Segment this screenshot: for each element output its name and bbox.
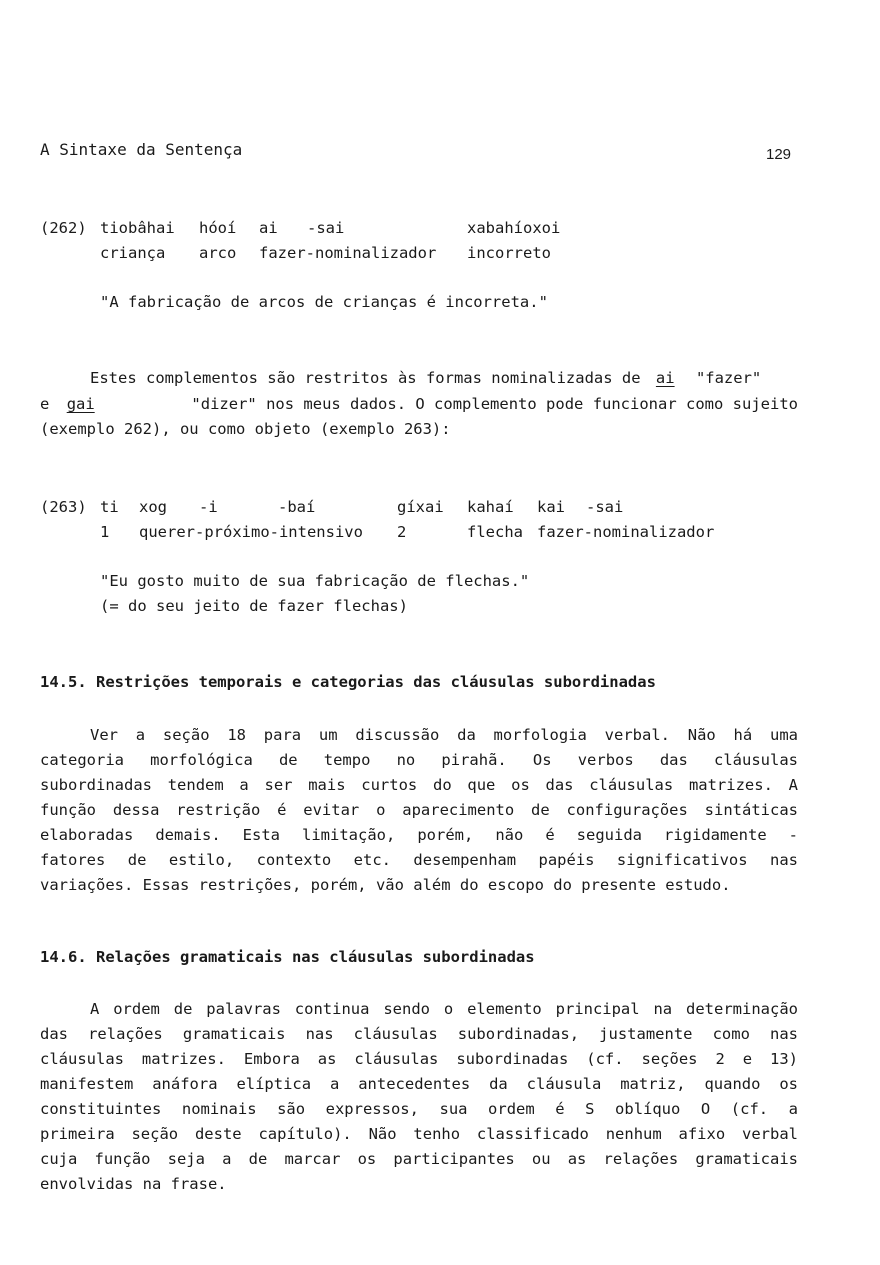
- gloss: fazer-nominalizador: [259, 244, 437, 262]
- gloss: 2: [397, 523, 407, 541]
- word: ti: [100, 498, 119, 516]
- paragraph-line: (exemplo 262), ou como objeto (exemplo 263):: [40, 420, 451, 438]
- example-number: (263): [40, 498, 87, 516]
- translation: "A fabricação de arcos de crianças é incorreta.": [100, 293, 548, 311]
- paragraph-line: função dessa restrição é evitar o aparecimento de configurações sintáticas: [40, 801, 798, 819]
- paragraph-line: variações. Essas restrições, porém, vão além do escopo do presente estudo.: [40, 876, 731, 894]
- gloss: criança: [100, 244, 166, 262]
- word: tiobâhai: [100, 219, 175, 237]
- word: xabahíoxoi: [467, 219, 561, 237]
- paragraph-line: A ordem de palavras continua sendo o elemento principal na determinação: [90, 1000, 798, 1018]
- paragraph-line: Ver a seção 18 para um discussão da morfologia verbal. Não há uma: [90, 726, 798, 744]
- translation-note: (= do seu jeito de fazer flechas): [100, 597, 408, 615]
- section-heading-14-5: 14.5. Restrições temporais e categorias das cláusulas subordinadas: [40, 673, 656, 691]
- paragraph-line: categoria morfológica de tempo no pirahã. Os verbos das cláusulas: [40, 751, 798, 769]
- word: -sai: [307, 219, 345, 237]
- word: xog: [139, 498, 167, 516]
- section-14-6-body: [40, 997, 798, 1197]
- word: kahaí: [467, 498, 514, 516]
- word: -baí: [278, 498, 316, 516]
- gloss: 1: [100, 523, 110, 541]
- paragraph-line: cuja função seja a de marcar os participantes ou as relações gramaticais: [40, 1150, 798, 1168]
- page-number: 129: [766, 146, 792, 163]
- gloss: querer-próximo-intensivo: [139, 523, 363, 541]
- translation: "Eu gosto muito de sua fabricação de flechas.": [100, 572, 530, 590]
- word: ai: [259, 219, 278, 237]
- paragraph-line: elaboradas demais. Esta limitação, porém, não é seguida rigidamente -: [40, 826, 798, 844]
- gloss: flecha: [467, 523, 523, 541]
- paragraph-line: manifestem anáfora elíptica a antecedentes da cláusula matriz, quando os: [40, 1075, 798, 1093]
- paragraph-line: constituintes nominais são expressos, sua ordem é S oblíquo O (cf. a: [40, 1100, 798, 1118]
- paragraph-line: cláusulas matrizes. Embora as cláusulas subordinadas (cf. seções 2 e 13): [40, 1050, 798, 1068]
- paragraph-line: das relações gramaticais nas cláusulas subordinadas, justamente como nas: [40, 1025, 798, 1043]
- example-number: (262): [40, 219, 87, 237]
- running-title: A Sintaxe da Sentença: [40, 140, 243, 159]
- underlined-word: gai: [66, 395, 95, 413]
- gloss: incorreto: [467, 244, 551, 262]
- word: hóoí: [199, 219, 237, 237]
- gloss: arco: [199, 244, 237, 262]
- word: -sai: [586, 498, 624, 516]
- underlined-word: ai: [655, 369, 675, 387]
- paragraph-line: Estes complementos são restritos às formas nominalizadas de ai "fazer": [90, 369, 762, 387]
- paragraph-line: primeira seção deste capítulo). Não tenho classificado nenhum afixo verbal: [40, 1125, 798, 1143]
- paragraph-line: subordinadas tendem a ser mais curtos do que os das cláusulas matrizes. A: [40, 776, 798, 794]
- paragraph-line: envolvidas na frase.: [40, 1175, 227, 1193]
- paragraph-line: fatores de estilo, contexto etc. desempenham papéis significativos nas: [40, 851, 798, 869]
- section-14-5-body: [40, 723, 798, 898]
- gloss: fazer-nominalizador: [537, 523, 715, 541]
- word: kai: [537, 498, 565, 516]
- word: gíxai: [397, 498, 444, 516]
- paragraph-line: e gai "dizer" nos meus dados. O complemento pode funcionar como sujeito: [40, 395, 798, 413]
- word: -i: [199, 498, 218, 516]
- section-heading-14-6: 14.6. Relações gramaticais nas cláusulas subordinadas: [40, 948, 535, 966]
